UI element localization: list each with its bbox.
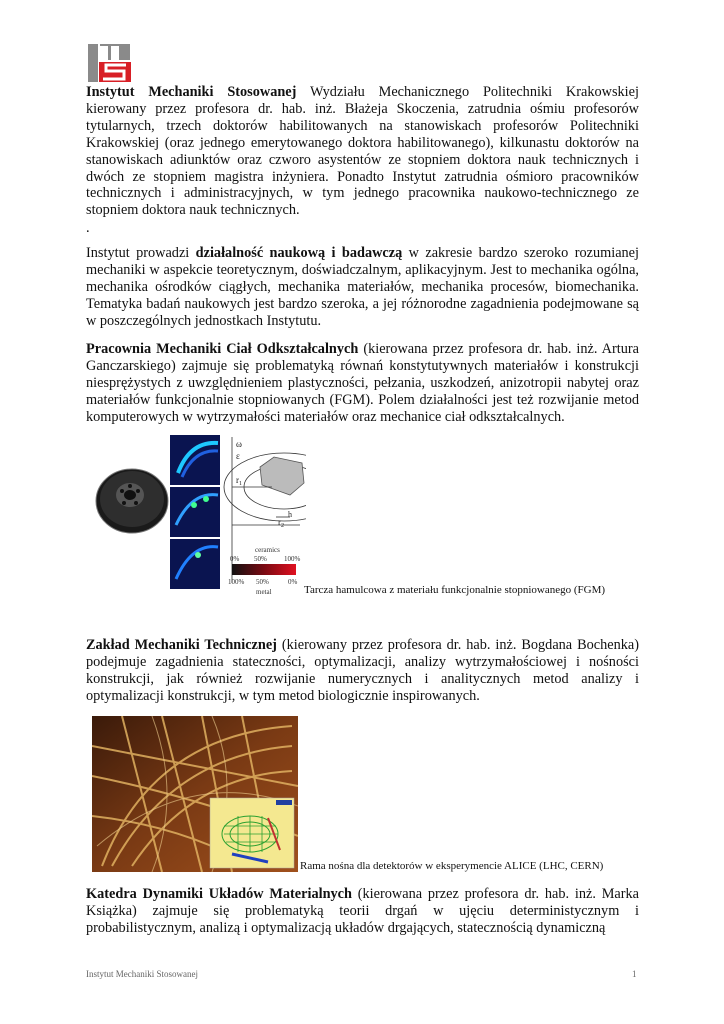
- omega-label: ω: [236, 439, 242, 449]
- lab-deformable-text: (kierowana przez profesora dr. hab. inż. Artura Ganczarskiego) zajmuje się problematyką równań konstytutywnych materiałów i konstrukcji niesprężystych z uwzględnieniem plastyczności, pełzania, uszkodzeń, anizotropii nabytej oraz materiałów funkcjonalnie stopniowanych (FGM). Polem działalności jest też rozwijanie metod komputerowych w wytrzymałości materiałów oraz mechanice ciał odkształcalnych.: [86, 341, 639, 425]
- top-tick-100: 100%: [284, 555, 301, 563]
- metal-label: metal: [256, 588, 272, 596]
- brake-disc-image: [96, 469, 168, 533]
- r2-label: $r_2$: [278, 517, 284, 529]
- figure2-caption: Rama nośna dla detektorów w eksperymencie ALICE (LHC, CERN): [300, 860, 604, 872]
- fe-model-inset: [210, 798, 294, 868]
- separator-dot: .: [86, 220, 90, 236]
- dept-dynamics-text: (kierowana przez profesora dr. hab. inż. Marka Książka) zajmuje się problematyką teorii drgań w ujęciu deterministycznym i probabilistycznym, analizą i optymalizacją układów drgających, statecznością dynamiczną: [86, 886, 640, 936]
- fgm-simulation-images: [170, 435, 220, 589]
- bot-tick-50: 50%: [256, 578, 269, 586]
- top-tick-50: 50%: [254, 555, 267, 563]
- lab-deformable-paragraph: [86, 341, 639, 426]
- brake-disc-figure: [94, 433, 306, 601]
- intro-paragraph: [86, 84, 639, 219]
- epsilon-label: ε: [236, 451, 240, 461]
- ims-logo: [86, 42, 132, 84]
- fgm-gradient-bar: [232, 564, 296, 575]
- dept-technical-name: Zakład Mechaniki Technicznej: [86, 637, 277, 653]
- h-label: h: [288, 510, 292, 519]
- bot-tick-100: 100%: [228, 578, 245, 586]
- bot-tick-0: 0%: [288, 578, 298, 586]
- dept-dynamics-paragraph: [86, 886, 639, 937]
- research-pre: Instytut prowadzi: [86, 245, 196, 261]
- dept-technical-text: (kierowany przez profesora dr. hab. inż. Bogdana Bochenka) podejmuje zagadnienia stateczności, optymalizacji, analizy wytrzymałościowej i nośności konstrukcji, jak również rozwijanie numerycznych i analitycznych metod analizy i optymalizacji konstrukcji, w tym metod biologicznie inspirowanych.: [86, 637, 639, 704]
- footer-title: Instytut Mechaniki Stosowanej: [86, 969, 198, 979]
- dept-technical-paragraph: [86, 637, 639, 705]
- institute-name: Instytut Mechaniki Stosowanej: [86, 84, 297, 100]
- lab-deformable-name: Pracownia Mechaniki Ciał Odkształcalnych: [86, 341, 359, 357]
- research-paragraph: [86, 245, 639, 330]
- ceramics-label: ceramics: [255, 546, 280, 554]
- top-tick-0: 0%: [230, 555, 240, 563]
- r1-label: $r_1$: [236, 475, 242, 487]
- figure1-caption: Tarcza hamulcowa z materiału funkcjonalnie stopniowanego (FGM): [304, 584, 606, 596]
- research-post: w zakresie bardzo szeroko rozumianej mechaniki w aspekcie teoretycznym, doświadczalnym, aplikacyjnym. Jest to mechanika ogólna, mechanika ośrodków ciągłych, mechanika materiałów, mechanika procesów, biomechanika. Tematyka badań naukowych jest bardzo szeroka, a jej różnorodne zagadnienia podejmowane są w poszczególnych jednostkach Instytutu.: [86, 245, 640, 329]
- research-bold: działalność naukową i badawczą: [195, 245, 403, 261]
- dept-dynamics-name: Katedra Dynamiki Układów Materialnych: [86, 886, 352, 902]
- intro-text: Wydziału Mechanicznego Politechniki Krakowskiej kierowany przez profesora dr. hab. inż. Błażeja Skoczenia, zatrudnia ośmiu profesorów tytularnych, trzech doktorów habilitowanych na stanowiskach profesorów Politechniki Krakowskiej (oraz jednego emerytowanego doktora habilitowanego), kilkunastu doktorów na stanowiskach adiunktów oraz czworo asystentów ze stopniem doktora nauk technicznych i dwóch ze stopniem magistra inżyniera. Ponadto Instytut zatrudnia ośmioro pracowników technicznych i administracyjnych, w tym jednego pracownika naukowo-technicznego ze stopniem doktora nauk technicznych.: [86, 84, 639, 219]
- page-number: 1: [632, 969, 637, 979]
- alice-frame-figure: [92, 716, 298, 872]
